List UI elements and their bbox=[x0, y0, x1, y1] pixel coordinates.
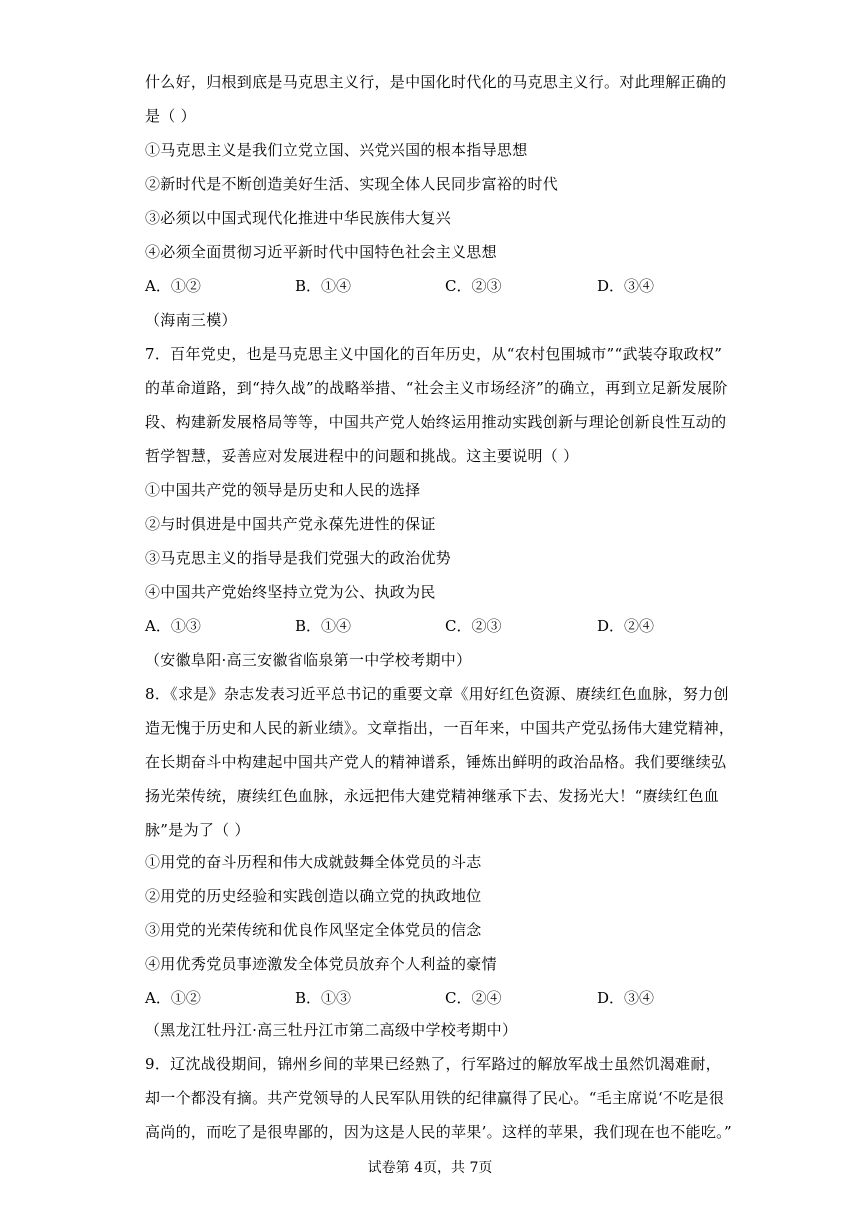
q6-option-b[interactable]: B．①④ bbox=[295, 277, 352, 295]
q7-options bbox=[145, 616, 745, 636]
q8-option-b[interactable]: B．①③ bbox=[295, 989, 352, 1007]
q7-option-b[interactable]: B．①④ bbox=[295, 617, 352, 635]
q6-options bbox=[145, 276, 745, 296]
q7-item-3: ③马克思主义的指导是我们党强大的政治优势 bbox=[145, 549, 452, 567]
q6-stem-line-1: 什么好，归根到底是马克思主义行，是中国化时代化的马克思主义行。对此理解正确的 bbox=[145, 73, 727, 91]
q9-stem-line-1: 9．辽沈战役期间，锦州乡间的苹果已经熟了，行军路过的解放军战士虽然饥渴难耐， bbox=[145, 1055, 721, 1073]
q8-item-4: ④用优秀党员事迹激发全体党员放弃个人利益的豪情 bbox=[145, 955, 497, 973]
q7-option-c[interactable]: C．②③ bbox=[445, 617, 502, 635]
q6-option-c[interactable]: C．②③ bbox=[445, 277, 502, 295]
q9-source: （黑龙江牡丹江·高三牡丹江市第二高级中学校考期中） bbox=[145, 1021, 518, 1039]
q7-stem-line-2: 的革命道路，到“持久战”的战略举措、“社会主义市场经济”的确立，再到立足新发展阶 bbox=[145, 379, 728, 397]
q6-item-3: ③必须以中国式现代化推进中华民族伟大复兴 bbox=[145, 209, 452, 227]
q6-stem-line-2: 是（ ） bbox=[145, 107, 196, 125]
q7-source: （海南三模） bbox=[145, 311, 237, 329]
q7-stem-line-3: 段、构建新发展格局等等，中国共产党人始终运用推动实践创新与理论创新良性互动的 bbox=[145, 413, 727, 431]
q6-item-1: ①马克思主义是我们立党立国、兴党兴国的根本指导思想 bbox=[145, 141, 528, 159]
q8-stem-line-3: 在长期奋斗中构建起中国共产党人的精神谱系，锤炼出鲜明的政治品格。我们要继续弘 bbox=[145, 753, 727, 771]
q8-item-1: ①用党的奋斗历程和伟大成就鼓舞全体党员的斗志 bbox=[145, 853, 482, 871]
q9-stem-line-2: 却一个都没有摘。共产党领导的人民军队用铁的纪律赢得了民心。“毛主席说‘不吃是很 bbox=[145, 1089, 725, 1107]
q8-item-2: ②用党的历史经验和实践创造以确立党的执政地位 bbox=[145, 887, 482, 905]
q8-option-a[interactable]: A．①② bbox=[145, 989, 201, 1007]
page-footer: 试卷第 4页，共 7页 bbox=[367, 1160, 493, 1176]
q8-source: （安徽阜阳·高三安徽省临泉第一中学校考期中） bbox=[145, 651, 472, 669]
q8-stem-line-4: 扬光荣传统，赓续红色血脉，永远把伟大建党精神继承下去、发扬光大！“赓续红色血 bbox=[145, 787, 720, 805]
q8-stem-line-1: 8．《求是》杂志发表习近平总书记的重要文章《用好红色资源、赓续红色血脉，努力创 bbox=[145, 685, 729, 703]
q7-stem-line-4: 哲学智慧，妥善应对发展进程中的问题和挑战。这主要说明（ ） bbox=[145, 447, 579, 465]
q6-item-2: ②新时代是不断创造美好生活、实现全体人民同步富裕的时代 bbox=[145, 175, 559, 193]
q8-option-c[interactable]: C．②④ bbox=[445, 989, 502, 1007]
q8-item-3: ③用党的光荣传统和优良作风坚定全体党员的信念 bbox=[145, 921, 482, 939]
q7-option-d[interactable]: D．②④ bbox=[597, 617, 655, 635]
q8-stem-line-2: 造无愧于历史和人民的新业绩》。文章指出，一百年来，中国共产党弘扬伟大建党精神， bbox=[145, 719, 735, 737]
q6-option-a[interactable]: A．①② bbox=[145, 277, 201, 295]
q9-stem-line-3: 高尚的，而吃了是很卑鄙的，因为这是人民的苹果’。这样的苹果，我们现在也不能吃。” bbox=[145, 1123, 732, 1141]
q8-options bbox=[145, 988, 745, 1008]
q8-option-d[interactable]: D．③④ bbox=[597, 989, 655, 1007]
q7-stem-line-1: 7．百年党史，也是马克思主义中国化的百年历史，从“农村包围城市”“武装夺取政权” bbox=[145, 345, 723, 363]
q6-option-d[interactable]: D．③④ bbox=[597, 277, 655, 295]
q7-item-4: ④中国共产党始终坚持立党为公、执政为民 bbox=[145, 583, 436, 601]
q7-item-1: ①中国共产党的领导是历史和人民的选择 bbox=[145, 481, 421, 499]
q7-item-2: ②与时俱进是中国共产党永葆先进性的保证 bbox=[145, 515, 436, 533]
q6-item-4: ④必须全面贯彻习近平新时代中国特色社会主义思想 bbox=[145, 243, 497, 261]
q7-option-a[interactable]: A．①③ bbox=[145, 617, 201, 635]
q8-stem-line-5: 脉”是为了（ ） bbox=[145, 821, 250, 839]
